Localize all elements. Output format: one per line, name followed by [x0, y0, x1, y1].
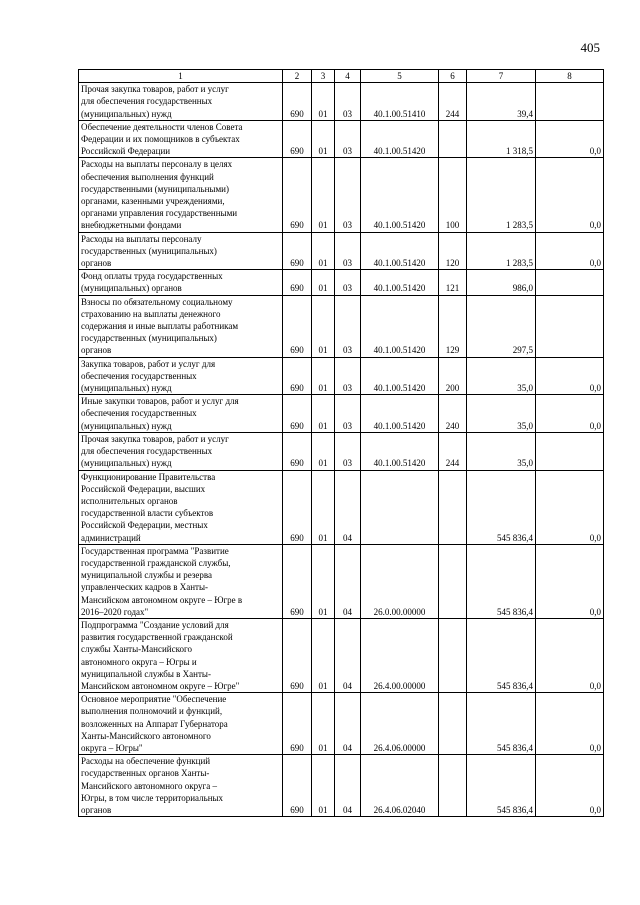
expense-type-code: 121 — [439, 270, 467, 295]
table-row — [79, 158, 604, 232]
subsection-code: 03 — [335, 295, 361, 357]
expense-type-code — [439, 120, 467, 158]
section-code: 01 — [312, 158, 335, 232]
amount-value-2: 0,0 — [536, 232, 604, 270]
ministry-code: 690 — [283, 232, 312, 270]
ministry-code: 690 — [283, 83, 312, 121]
amount-value: 35,0 — [467, 395, 536, 433]
section-code: 01 — [312, 270, 335, 295]
table-row — [79, 83, 604, 121]
target-article-code: 40.1.00.51420 — [361, 432, 439, 470]
ministry-code: 690 — [283, 618, 312, 692]
table-row — [79, 544, 604, 618]
expense-type-code: 100 — [439, 158, 467, 232]
target-article-code: 26.4.00.00000 — [361, 618, 439, 692]
table-row — [79, 395, 604, 433]
expense-type-code: 200 — [439, 357, 467, 395]
expense-name: Расходы на выплаты персоналу государственных (муниципальных) органов — [79, 232, 283, 270]
ministry-code: 690 — [283, 755, 312, 817]
expense-type-code — [439, 693, 467, 755]
ministry-code: 690 — [283, 295, 312, 357]
expense-type-code: 120 — [439, 232, 467, 270]
subsection-code: 03 — [335, 357, 361, 395]
expense-name: Прочая закупка товаров, работ и услуг для обеспечения государственных (муниципальных) нужд — [79, 432, 283, 470]
amount-value: 1 318,5 — [467, 120, 536, 158]
ministry-code: 690 — [283, 432, 312, 470]
amount-value-2: 0,0 — [536, 158, 604, 232]
section-code: 01 — [312, 357, 335, 395]
amount-value-2 — [536, 83, 604, 121]
table-row — [79, 120, 604, 158]
expense-name: Прочая закупка товаров, работ и услуг для обеспечения государственных (муниципальных) нужд — [79, 83, 283, 121]
amount-value-2: 0,0 — [536, 120, 604, 158]
target-article-code: 40.1.00.51420 — [361, 158, 439, 232]
column-header: 5 — [361, 70, 439, 83]
subsection-code: 03 — [335, 83, 361, 121]
expense-name: Фонд оплаты труда государственных (муниципальных) органов — [79, 270, 283, 295]
column-header: 3 — [312, 70, 335, 83]
expense-type-code — [439, 618, 467, 692]
amount-value-2: 0,0 — [536, 395, 604, 433]
amount-value: 545 836,4 — [467, 618, 536, 692]
amount-value-2: 0,0 — [536, 755, 604, 817]
subsection-code: 04 — [335, 618, 361, 692]
amount-value: 1 283,5 — [467, 232, 536, 270]
section-code: 01 — [312, 432, 335, 470]
expense-name: Взносы по обязательному социальному страхованию на выплаты денежного содержания и иные выплаты работникам государственных (муниципальных) органов — [79, 295, 283, 357]
ministry-code: 690 — [283, 357, 312, 395]
column-header: 8 — [536, 70, 604, 83]
table-row — [79, 432, 604, 470]
expense-name: Государственная программа "Развитие государственной гражданской службы, муниципальной службы и резерва управленческих кадров в Ханты- Мансийском автономном округе – Югре в 2016–2020 годах" — [79, 544, 283, 618]
section-code: 01 — [312, 295, 335, 357]
page-number: 405 — [580, 40, 600, 55]
amount-value-2: 0,0 — [536, 470, 604, 544]
expense-type-code: 129 — [439, 295, 467, 357]
amount-value-2 — [536, 295, 604, 357]
table-row — [79, 270, 604, 295]
amount-value-2 — [536, 270, 604, 295]
subsection-code: 03 — [335, 158, 361, 232]
amount-value: 545 836,4 — [467, 544, 536, 618]
subsection-code: 03 — [335, 395, 361, 433]
section-code: 01 — [312, 544, 335, 618]
table-row — [79, 470, 604, 544]
expense-name: Функционирование Правительства Российской Федерации, высших исполнительных органов государственной власти субъектов Российской Федерации, местных администраций — [79, 470, 283, 544]
column-header: 4 — [335, 70, 361, 83]
expense-name: Подпрограмма "Создание условий для развития государственной гражданской службы Ханты-Мансийского автономного округа – Югры и муниципальной службы в Ханты- Мансийском автономном округе – Югре" — [79, 618, 283, 692]
table-row — [79, 755, 604, 817]
subsection-code: 04 — [335, 693, 361, 755]
target-article-code: 26.0.00.00000 — [361, 544, 439, 618]
subsection-code: 04 — [335, 755, 361, 817]
target-article-code: 40.1.00.51420 — [361, 357, 439, 395]
target-article-code: 26.4.06.02040 — [361, 755, 439, 817]
budget-table — [78, 69, 604, 817]
table-row — [79, 357, 604, 395]
target-article-code: 40.1.00.51420 — [361, 395, 439, 433]
target-article-code: 40.1.00.51420 — [361, 232, 439, 270]
amount-value: 297,5 — [467, 295, 536, 357]
amount-value-2: 0,0 — [536, 693, 604, 755]
column-header: 6 — [439, 70, 467, 83]
table-row — [79, 693, 604, 755]
amount-value: 1 283,5 — [467, 158, 536, 232]
amount-value: 545 836,4 — [467, 755, 536, 817]
subsection-code: 04 — [335, 470, 361, 544]
column-header: 1 — [79, 70, 283, 83]
table-row — [79, 295, 604, 357]
subsection-code: 03 — [335, 232, 361, 270]
column-header: 7 — [467, 70, 536, 83]
amount-value: 39,4 — [467, 83, 536, 121]
expense-name: Расходы на обеспечение функций государственных органов Ханты- Мансийского автономного округа – Югры, в том числе территориальных органов — [79, 755, 283, 817]
amount-value: 545 836,4 — [467, 470, 536, 544]
target-article-code: 40.1.00.51410 — [361, 83, 439, 121]
amount-value-2: 0,0 — [536, 544, 604, 618]
section-code: 01 — [312, 395, 335, 433]
target-article-code: 26.4.06.00000 — [361, 693, 439, 755]
table-row — [79, 232, 604, 270]
section-code: 01 — [312, 470, 335, 544]
ministry-code: 690 — [283, 270, 312, 295]
amount-value: 986,0 — [467, 270, 536, 295]
subsection-code: 03 — [335, 432, 361, 470]
subsection-code: 03 — [335, 270, 361, 295]
section-code: 01 — [312, 693, 335, 755]
expense-type-code: 244 — [439, 432, 467, 470]
expense-name: Расходы на выплаты персоналу в целях обеспечения выполнения функций государственными (муниципальными) органами, казенными учреждениями, органами управления государственными внебюджетными фондами — [79, 158, 283, 232]
target-article-code: 40.1.00.51420 — [361, 270, 439, 295]
section-code: 01 — [312, 83, 335, 121]
ministry-code: 690 — [283, 693, 312, 755]
amount-value-2: 0,0 — [536, 357, 604, 395]
expense-type-code: 240 — [439, 395, 467, 433]
amount-value: 35,0 — [467, 432, 536, 470]
section-code: 01 — [312, 618, 335, 692]
expense-name: Основное мероприятие "Обеспечение выполнения полномочий и функций, возложенных на Аппарат Губернатора Ханты-Мансийского автономного округа – Югры" — [79, 693, 283, 755]
target-article-code: 40.1.00.51420 — [361, 120, 439, 158]
section-code: 01 — [312, 755, 335, 817]
amount-value-2: 0,0 — [536, 618, 604, 692]
ministry-code: 690 — [283, 120, 312, 158]
ministry-code: 690 — [283, 395, 312, 433]
expense-type-code — [439, 544, 467, 618]
ministry-code: 690 — [283, 544, 312, 618]
ministry-code: 690 — [283, 470, 312, 544]
column-header: 2 — [283, 70, 312, 83]
table-row — [79, 618, 604, 692]
subsection-code: 03 — [335, 120, 361, 158]
amount-value: 545 836,4 — [467, 693, 536, 755]
expense-type-code: 244 — [439, 83, 467, 121]
expense-name: Закупка товаров, работ и услуг для обеспечения государственных (муниципальных) нужд — [79, 357, 283, 395]
target-article-code — [361, 470, 439, 544]
subsection-code: 04 — [335, 544, 361, 618]
amount-value-2 — [536, 432, 604, 470]
section-code: 01 — [312, 232, 335, 270]
expense-type-code — [439, 470, 467, 544]
expense-type-code — [439, 755, 467, 817]
expense-name: Иные закупки товаров, работ и услуг для обеспечения государственных (муниципальных) нужд — [79, 395, 283, 433]
amount-value: 35,0 — [467, 357, 536, 395]
table-header-row — [79, 70, 604, 83]
section-code: 01 — [312, 120, 335, 158]
target-article-code: 40.1.00.51420 — [361, 295, 439, 357]
ministry-code: 690 — [283, 158, 312, 232]
expense-name: Обеспечение деятельности членов Совета Федерации и их помощников в субъектах Российской Федерации — [79, 120, 283, 158]
